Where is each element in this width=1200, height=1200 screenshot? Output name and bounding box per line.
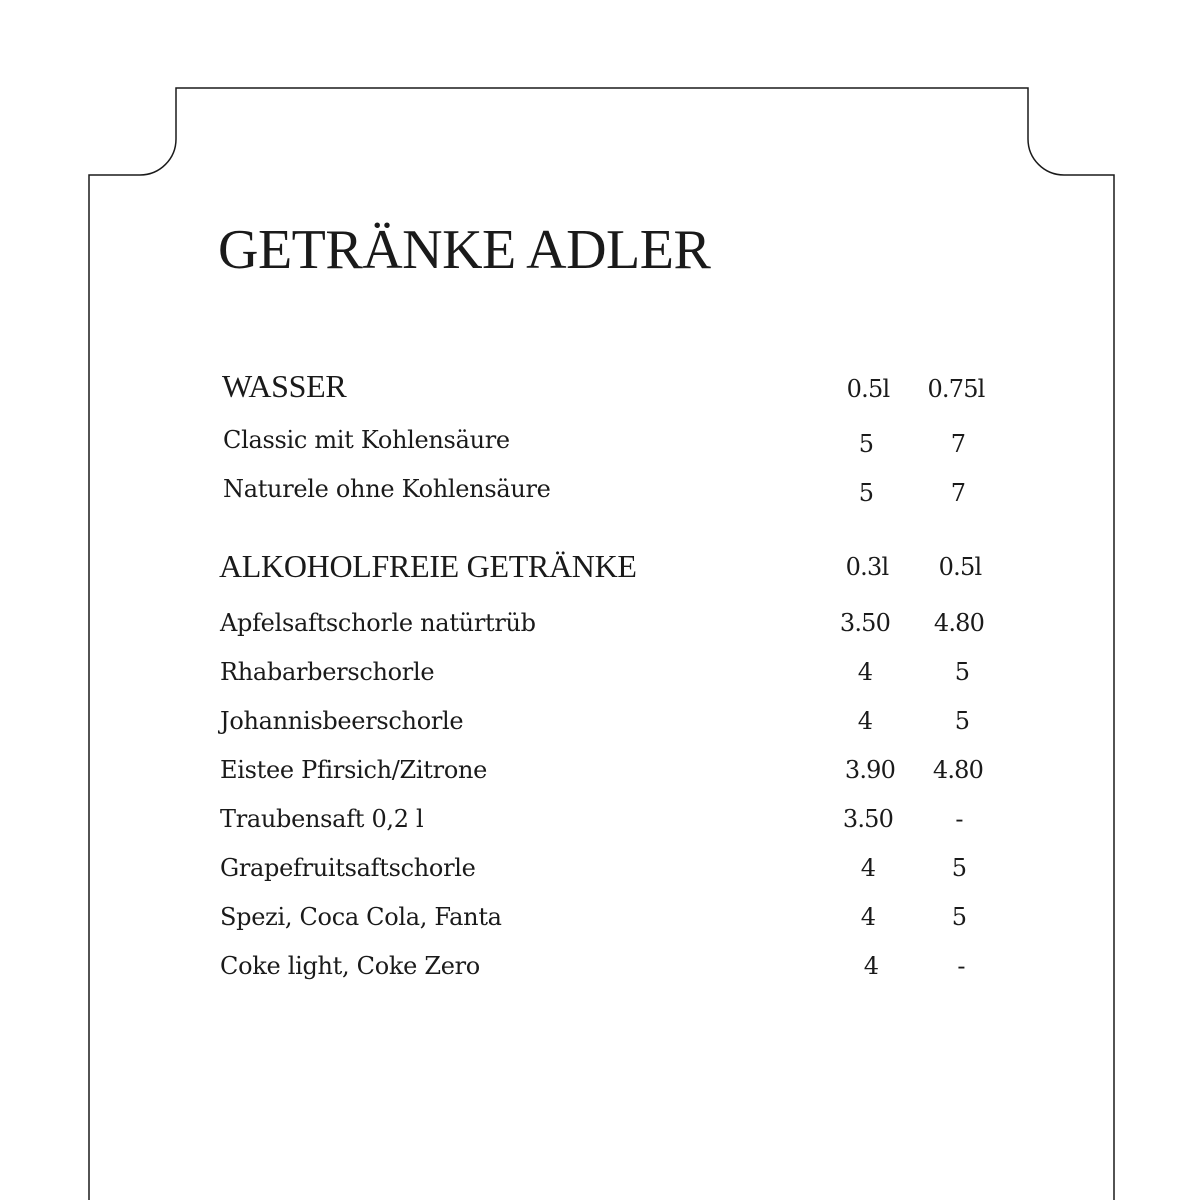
size-header-large: 0.75l xyxy=(927,375,985,403)
menu-title: GETRÄNKE ADLER xyxy=(218,219,711,281)
menu-item-price-large: 7 xyxy=(950,430,966,458)
menu-item-price-small: 3.50 xyxy=(839,609,891,637)
menu-item-name: Traubensaft 0,2 l xyxy=(220,805,424,833)
menu-item-name: Classic mit Kohlensäure xyxy=(223,426,510,454)
menu-item-price-large: 7 xyxy=(950,479,966,507)
menu-item-name: Naturele ohne Kohlensäure xyxy=(223,475,551,503)
menu-item-name: Grapefruitsaftschorle xyxy=(220,854,476,882)
menu-item-price-large: - xyxy=(957,952,965,980)
menu-item-price-small: 4 xyxy=(863,952,879,980)
size-header-small: 0.5l xyxy=(846,375,890,403)
menu-item-price-small: 4 xyxy=(860,854,876,882)
size-header-small: 0.3l xyxy=(845,553,889,581)
menu-item-price-small: 5 xyxy=(858,430,874,458)
menu-item-name: Apfelsaftschorle natürtrüb xyxy=(220,609,536,637)
menu-item-name: Spezi, Coca Cola, Fanta xyxy=(220,903,502,931)
menu-item-price-small: 4 xyxy=(860,903,876,931)
menu-item-price-large: 5 xyxy=(954,707,970,735)
section-heading-wasser: WASSER xyxy=(222,368,347,404)
menu-item-price-large: 4.80 xyxy=(933,609,985,637)
section-heading-alkoholfreie: ALKOHOLFREIE GETRÄNKE xyxy=(219,548,637,584)
size-header-large: 0.5l xyxy=(938,553,982,581)
menu-item-price-large: 4.80 xyxy=(932,756,984,784)
menu-item-price-small: 3.50 xyxy=(842,805,894,833)
menu-item-price-small: 5 xyxy=(858,479,874,507)
menu-item-name: Rhabarberschorle xyxy=(220,658,435,686)
menu-item-name: Johannisbeerschorle xyxy=(220,707,464,735)
menu-item-price-large: 5 xyxy=(951,903,967,931)
menu-item-price-small: 3.90 xyxy=(844,756,896,784)
menu-item-name: Coke light, Coke Zero xyxy=(220,952,480,980)
menu-item-name: Eistee Pfirsich/Zitrone xyxy=(220,756,488,784)
menu-item-price-large: 5 xyxy=(951,854,967,882)
menu-item-price-small: 4 xyxy=(857,658,873,686)
menu-item-price-small: 4 xyxy=(857,707,873,735)
menu-item-price-large: - xyxy=(955,805,963,833)
menu-item-price-large: 5 xyxy=(954,658,970,686)
